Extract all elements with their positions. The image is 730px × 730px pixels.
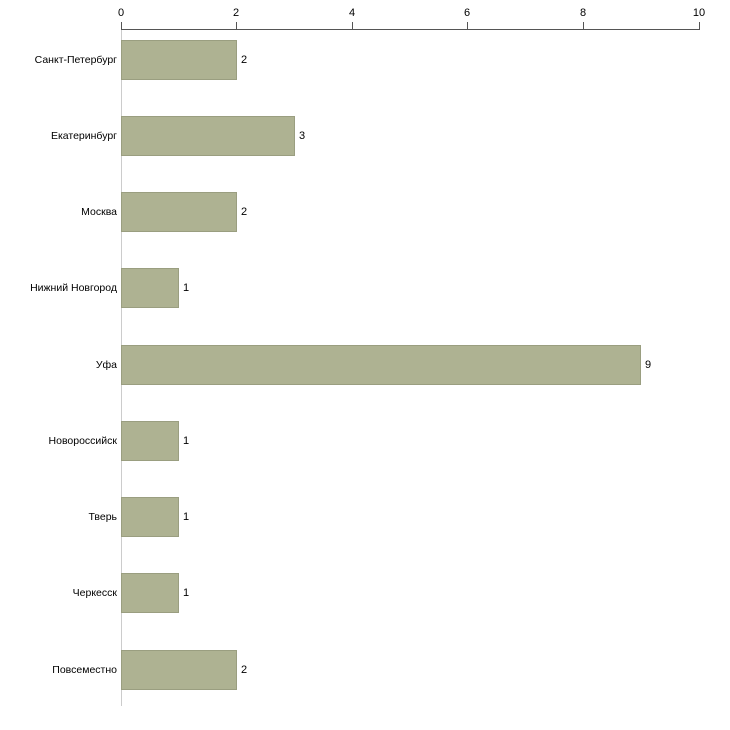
bar-1[interactable]	[121, 116, 295, 156]
bar-4[interactable]	[121, 345, 641, 385]
bar-value-6: 1	[183, 511, 190, 523]
x-tick-1	[236, 22, 237, 30]
y-category-label-4-wrap	[0, 359, 117, 371]
x-tick-label-2: 4	[348, 7, 356, 19]
x-tick-label-1: 2	[232, 7, 240, 19]
y-category-label-2-wrap	[0, 206, 117, 218]
y-category-label-0: Санкт-Петербург	[34, 54, 117, 66]
y-category-label-2: Москва	[81, 206, 117, 218]
bar-2[interactable]	[121, 192, 237, 232]
y-category-label-0-wrap	[0, 54, 117, 66]
y-category-label-5: Новороссийск	[48, 435, 117, 447]
y-category-label-7: Черкесск	[72, 587, 117, 599]
y-category-label-6-wrap	[0, 511, 117, 523]
bar-value-1: 3	[299, 130, 306, 142]
bar-value-3: 1	[183, 282, 190, 294]
x-tick-2	[352, 22, 353, 30]
bar-3[interactable]	[121, 268, 179, 308]
bar-6[interactable]	[121, 497, 179, 537]
bar-value-5: 1	[183, 435, 190, 447]
y-category-label-7-wrap	[0, 587, 117, 599]
x-tick-0	[121, 22, 122, 30]
bar-value-7: 1	[183, 587, 190, 599]
bar-value-8: 2	[241, 664, 248, 676]
x-tick-3	[467, 22, 468, 30]
bar-value-4: 9	[645, 359, 652, 371]
y-category-label-4: Уфа	[95, 359, 117, 371]
bar-value-2: 2	[241, 206, 248, 218]
bar-value-0: 2	[241, 54, 248, 66]
x-axis-line	[121, 29, 699, 30]
bar-7[interactable]	[121, 573, 179, 613]
x-tick-label-4: 8	[579, 7, 587, 19]
y-category-label-3: Нижний Новгород	[30, 282, 117, 294]
y-category-label-1-wrap	[0, 130, 117, 142]
x-tick-4	[583, 22, 584, 30]
y-category-label-5-wrap	[0, 435, 117, 447]
x-tick-5	[699, 22, 700, 30]
x-tick-label-5: 10	[692, 7, 706, 19]
y-category-label-8: Повсеместно	[52, 664, 117, 676]
bar-0[interactable]	[121, 40, 237, 80]
y-category-label-1: Екатеринбург	[50, 130, 117, 142]
y-category-label-3-wrap	[0, 282, 117, 294]
x-tick-label-3: 6	[463, 7, 471, 19]
y-category-label-6: Тверь	[88, 511, 117, 523]
bar-8[interactable]	[121, 650, 237, 690]
x-tick-label-0: 0	[117, 7, 125, 19]
y-category-label-8-wrap	[0, 664, 117, 676]
bar-5[interactable]	[121, 421, 179, 461]
